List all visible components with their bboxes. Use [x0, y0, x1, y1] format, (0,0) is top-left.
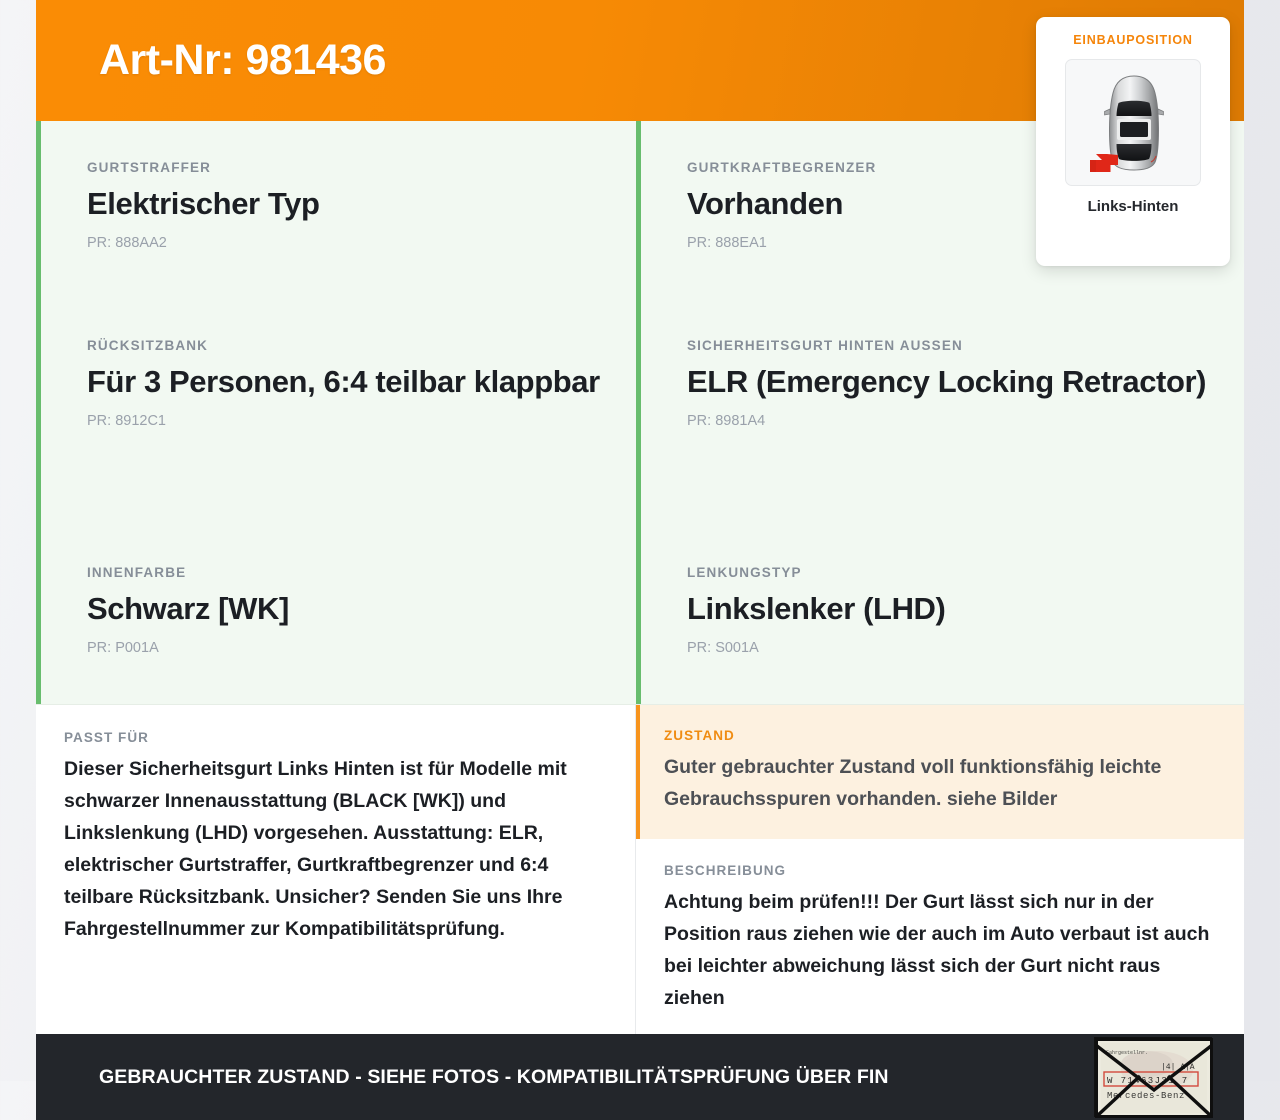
spec-code: PR: 888EA1 [687, 235, 767, 251]
spec-value: Elektrischer Typ [87, 186, 320, 221]
passt-fuer-block [36, 705, 636, 1034]
svg-text:Fahrgestellnr.: Fahrgestellnr. [1106, 1050, 1149, 1056]
spec-value: ELR (Emergency Locking Retractor) [687, 364, 1207, 399]
passt-fuer-label: PASST FÜR [64, 730, 149, 745]
spec-label: GURTKRAFTBEGRENZER [687, 160, 877, 175]
install-position-caption: Links-Hinten [1087, 198, 1179, 215]
spec-label: INNENFARBE [87, 565, 187, 580]
spec-cell-innenfarbe [36, 526, 636, 704]
spec-code: PR: 888AA2 [87, 235, 167, 251]
bottom-right-column [636, 705, 1244, 1034]
vin-document-envelope-icon [1094, 1037, 1212, 1117]
spec-label: LENKUNGSTYP [687, 565, 802, 580]
zustand-label: ZUSTAND [664, 728, 735, 743]
install-position-title: EINBAUPOSITION [1073, 33, 1193, 47]
passt-fuer-text: Dieser Sicherheitsgurt Links Hinten ist für Modelle mit schwarzer Innenausstattung (BLACK [WK]) und Linkslenkung (LHD) vorgesehen. Ausstattung: ELR, elektrischer Gurtstraffer, Gurtkraftbegrenzer und 6:4 teilbare Rücksitzbank. Unsicher? Senden Sie uns Ihre Fahrgestellnummer zur Kompatibilitätsprüfung. [64, 758, 567, 940]
zustand-text: Guter gebrauchter Zustand voll funktionsfähig leichte Gebrauchsspuren vorhanden. siehe Bilder [664, 756, 1162, 810]
install-position-card [1036, 17, 1230, 266]
spec-value: Für 3 Personen, 6:4 teilbar klappbar [87, 364, 600, 399]
spec-cell-gurtstraffer [36, 121, 636, 299]
red-arrow-icon [1090, 154, 1118, 172]
spec-cell-lenkungstyp [636, 526, 1244, 704]
spec-code: PR: P001A [87, 640, 159, 656]
footer-text: GEBRAUCHTER ZUSTAND - SIEHE FOTOS - KOMPATIBILITÄTSPRÜFUNG ÜBER FIN [99, 1066, 889, 1088]
spec-cell-ruecksitzbank [36, 299, 636, 526]
spec-code: PR: S001A [687, 640, 759, 656]
spec-value: Linkslenker (LHD) [687, 591, 946, 626]
spec-code: PR: 8981A4 [687, 413, 766, 429]
spec-label: SICHERHEITSGURT HINTEN AUSSEN [687, 338, 963, 353]
spec-label: GURTSTRAFFER [87, 160, 212, 175]
spec-code: PR: 8912C1 [87, 413, 166, 429]
bottom-panels [36, 704, 1244, 1034]
beschreibung-block [636, 839, 1244, 1034]
footer-bar [36, 1034, 1244, 1120]
zustand-block [636, 705, 1244, 839]
beschreibung-text: Achtung beim prüfen!!! Der Gurt lässt sich nur in der Position raus ziehen wie der auch im Auto verbaut ist auch bei leichter abweichung lässt sich der Gurt nicht raus ziehen [664, 891, 1210, 1009]
spec-label: RÜCKSITZBANK [87, 338, 209, 353]
spec-value: Vorhanden [687, 186, 844, 221]
beschreibung-label: BESCHREIBUNG [664, 863, 787, 878]
spec-cell-sicherheitsgurt-hinten-aussen [636, 299, 1244, 526]
page-title: Art-Nr: 981436 [99, 36, 386, 84]
svg-text:Mercedes-Benz: Mercedes-Benz [1107, 1091, 1186, 1101]
car-top-view-icon [1065, 59, 1201, 186]
listing-sheet [36, 0, 1244, 1101]
spec-value: Schwarz [WK] [87, 591, 289, 626]
svg-text:|4| A|A: |4| A|A [1161, 1063, 1195, 1072]
svg-text:W 71463J31 7: W 71463J31 7 [1107, 1076, 1189, 1086]
